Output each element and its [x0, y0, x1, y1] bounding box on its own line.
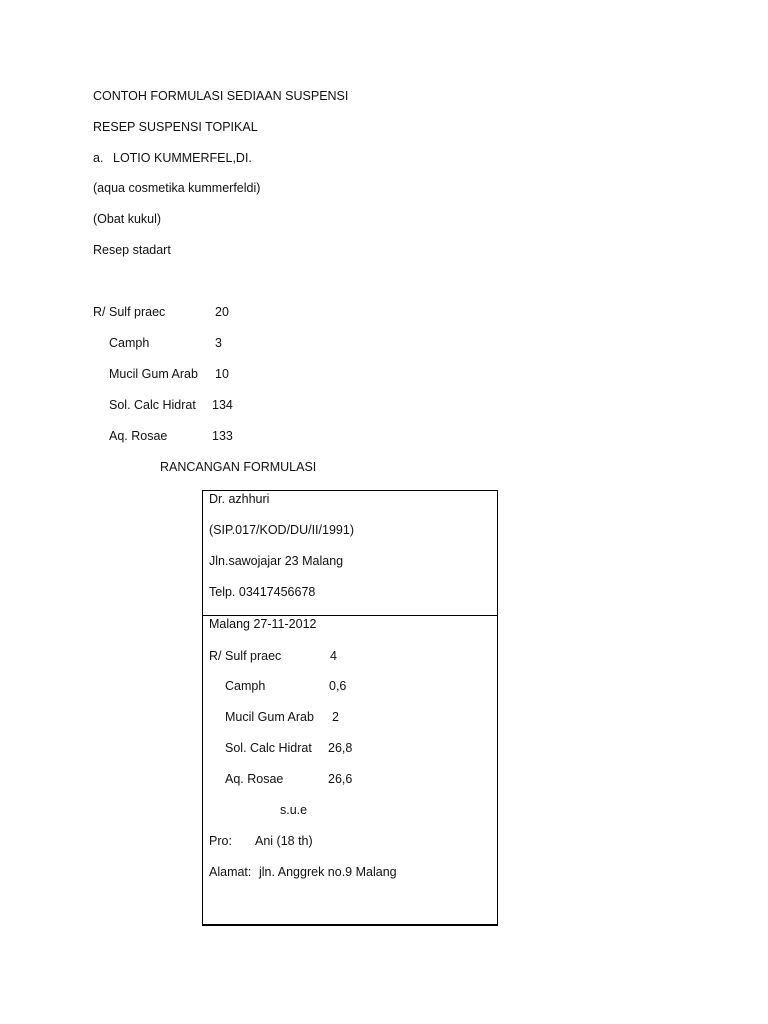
- standard-recipe-label: Resep stadart: [93, 243, 171, 257]
- patient-label: Pro:: [209, 834, 232, 848]
- prescription-item-qty: 4: [330, 649, 337, 663]
- section-subtitle: RESEP SUSPENSI TOPIKAL: [93, 120, 258, 134]
- prescription-item-name: Sulf praec: [225, 649, 282, 663]
- recipe-item-name: Camph: [109, 336, 150, 350]
- list-item-name: LOTIO KUMMERFEL,DI.: [113, 151, 252, 165]
- patient-address: jln. Anggrek no.9 Malang: [259, 865, 397, 879]
- prescription-prefix: R/: [209, 649, 222, 663]
- recipe-item-name: Sulf praec: [109, 305, 166, 319]
- doctor-name: Dr. azhhuri: [209, 492, 270, 506]
- doctor-address: Jln.sawojajar 23 Malang: [209, 554, 344, 568]
- prescription-item-qty: 2: [332, 710, 339, 724]
- recipe-item-name: Mucil Gum Arab: [109, 367, 198, 381]
- product-alias: (aqua cosmetika kummerfeldi): [93, 181, 261, 195]
- recipe-item-name: Sol. Calc Hidrat: [109, 398, 196, 412]
- prescription-item-name: Mucil Gum Arab: [225, 710, 314, 724]
- prescription-item-name: Aq. Rosae: [225, 772, 284, 786]
- prescription-item-qty: 0,6: [329, 679, 347, 693]
- prescription-date: Malang 27-11-2012: [209, 617, 317, 631]
- design-heading: RANCANGAN FORMULASI: [160, 460, 317, 474]
- product-use: (Obat kukul): [93, 212, 162, 226]
- recipe-item-qty: 20: [215, 305, 229, 319]
- doctor-license: (SIP.017/KOD/DU/II/1991): [209, 523, 354, 537]
- prescription-item-qty: 26,6: [328, 772, 353, 786]
- patient-address-label: Alamat:: [209, 865, 252, 879]
- recipe-item-qty: 133: [212, 429, 233, 443]
- recipe-prefix: R/: [93, 305, 106, 319]
- doctor-phone: Telp. 03417456678: [209, 585, 316, 599]
- recipe-item-name: Aq. Rosae: [109, 429, 168, 443]
- document-title: CONTOH FORMULASI SEDIAAN SUSPENSI: [93, 89, 349, 103]
- prescription-item-name: Sol. Calc Hidrat: [225, 741, 312, 755]
- prescription-item-name: Camph: [225, 679, 266, 693]
- prescription-item-qty: 26,8: [328, 741, 353, 755]
- recipe-item-qty: 134: [212, 398, 233, 412]
- signa-text: s.u.e: [280, 803, 308, 817]
- recipe-item-qty: 3: [215, 336, 222, 350]
- patient-name: Ani (18 th): [255, 834, 313, 848]
- list-item-marker: a.: [93, 151, 104, 165]
- recipe-item-qty: 10: [215, 367, 229, 381]
